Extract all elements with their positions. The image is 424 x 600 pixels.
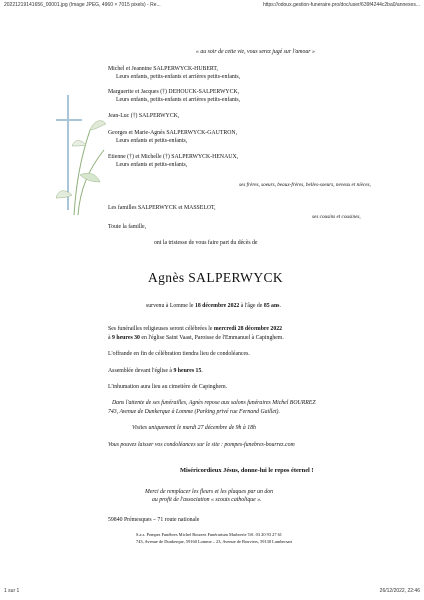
assembly-text: Assemblée devant l'église à bbox=[108, 368, 174, 374]
family-line: Marguerite et Jacques (†) DEHOUCK-SALPERWYCK, bbox=[108, 89, 240, 95]
browser-print-header bbox=[0, 2, 424, 12]
family-descendants: Leurs enfants et petits-enfants, bbox=[116, 138, 188, 144]
family-descendants: Leurs enfants, petits-enfants et arrières petits-enfants, bbox=[116, 97, 241, 103]
death-text: à l'âge de bbox=[239, 303, 264, 309]
flowers-line-1: Merci de remplacer les fleurs et les plaques par un don bbox=[145, 489, 274, 495]
funeral-text: en l'église Saint Vaast, Paroisse de l'Emmanuel à Capinghem. bbox=[139, 335, 284, 341]
page-count: 1 sur 1 bbox=[4, 588, 20, 594]
print-timestamp: 26/12/2022, 22:46 bbox=[379, 588, 420, 594]
death-text: survenu à Lomme le bbox=[146, 303, 195, 309]
death-line bbox=[146, 303, 281, 310]
family-line: Georges et Marie-Agnès SALPERWYCK-GAUTRON, bbox=[108, 130, 238, 136]
visits-line: Visites uniquement le mardi 27 décembre de 9h à 18h bbox=[132, 425, 256, 431]
online-condolences: Vous pouvez laisser vos condoléances sur le site : pompes-funebres-bourrez.com bbox=[108, 442, 295, 448]
funeral-text: à bbox=[108, 335, 113, 341]
opening-quote: « au soir de cette vie, vous serez jugé sur l'amour » bbox=[196, 49, 315, 55]
company-line-2: 743, Avenue de Dunkerque, 59160 Lomme – 23, Avenue de Bouviers, 59130 Lambersart bbox=[136, 539, 293, 544]
death-age: 85 ans bbox=[263, 303, 280, 309]
funeral-text: Ses funérailles religieuses seront célébrées le bbox=[108, 326, 214, 332]
assembly-time: 9 heures 15 bbox=[173, 368, 202, 374]
relatives-line: ses frères, soeurs, beaux-frères, belles-soeurs, neveux et nièces, bbox=[239, 182, 371, 188]
print-header-url: https://odoux.gestion-funeraire.pro/doc/user/639f4244c2ba0/annexes... bbox=[262, 2, 420, 8]
assembly-text: . bbox=[201, 368, 203, 374]
flowers-line-2: au profit de l'association « scouts catholique ». bbox=[152, 497, 262, 503]
announcement: ont la tristesse de vous faire part du décès de bbox=[154, 240, 258, 246]
family-descendants: Leurs enfants, petits-enfants et arrières petits-enfants, bbox=[116, 74, 241, 80]
family-line: Jean-Luc (†) SALPERWYCK, bbox=[108, 113, 180, 119]
funeral-date: mercredi 28 décembre 2022 bbox=[213, 326, 283, 332]
prayer-line: Miséricordieux Jésus, donne-lui le repos éternel ! bbox=[180, 467, 314, 474]
print-header-title: 20221219141656_00001.jpg (Image JPEG, 4960 × 7015 pixels) - Re... bbox=[4, 2, 161, 8]
death-text: . bbox=[279, 303, 281, 309]
other-families: Les familles SALPERWYCK et MASSELOT, bbox=[108, 205, 216, 211]
rest-line-1: Dans l'attente de ses funérailles, Agnès repose aux salons funéraires Michel BOURREZ bbox=[112, 400, 316, 406]
whole-family: Toute la famille, bbox=[108, 224, 147, 230]
funeral-line-2 bbox=[108, 335, 284, 342]
burial-line: L'inhumation aura lieu au cimetière de Capinghem. bbox=[108, 384, 228, 390]
family-line: Etienne (†) et Michelle (†) SALPERWYCK-HENAUX, bbox=[108, 154, 239, 160]
death-date: 18 décembre 2022 bbox=[194, 303, 240, 309]
deceased-name: Agnès SALPERWYCK bbox=[148, 270, 284, 285]
funeral-line-1 bbox=[108, 326, 282, 333]
funeral-time: 9 heures 30 bbox=[112, 335, 140, 341]
rest-line-2: 743, Avenue de Dunkerque à Lomme (Parking privé rue Fernand Gaillet). bbox=[108, 409, 280, 415]
cousins-line: ses cousins et cousines, bbox=[312, 214, 361, 220]
cross-and-lily-icon bbox=[50, 90, 110, 220]
family-line: Michel et Jeannine SALPERWYCK-HUBERT, bbox=[108, 66, 218, 72]
address-line: 59840 Prémesques – 71 route nationale bbox=[108, 517, 200, 523]
assembly-line bbox=[108, 368, 203, 375]
family-descendants: Leurs enfants et petits-enfants, bbox=[116, 162, 188, 168]
company-line-1: S.a.s. Pompes Funèbres Michel Bourrez Funérarium Marbrerie Tél. 03 20 93 27 61 bbox=[136, 532, 283, 537]
browser-print-footer bbox=[0, 588, 424, 598]
offering-line: L'offrande en fin de célébration tiendra lieu de condoléances. bbox=[108, 351, 250, 357]
